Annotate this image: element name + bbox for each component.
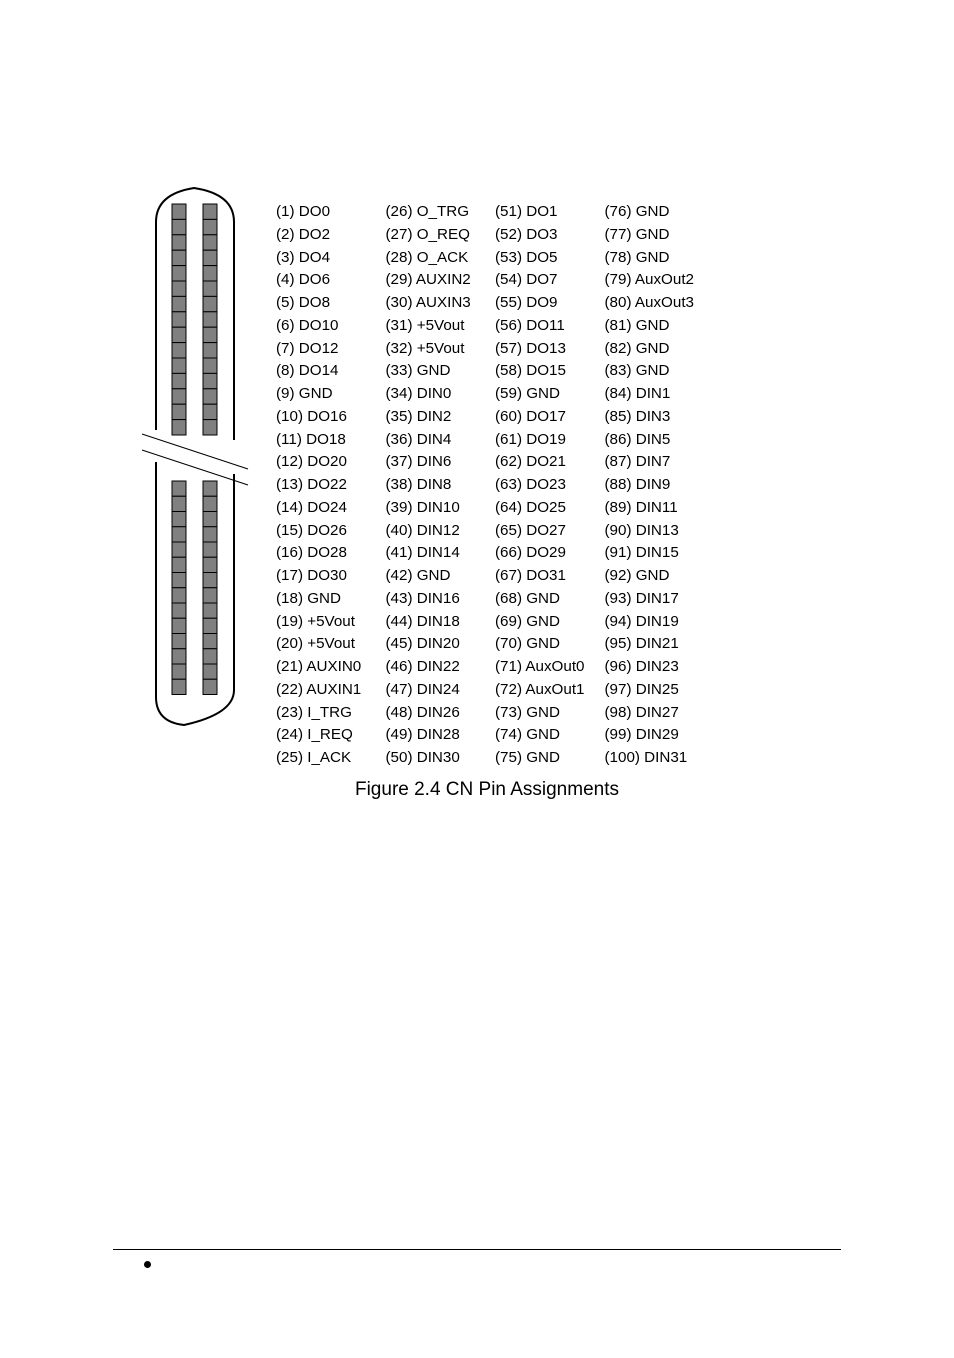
- pin-label: (12) DO20: [276, 453, 347, 471]
- scsi-100-pin-connector-icon: [138, 182, 258, 730]
- connector-pin: [203, 649, 217, 664]
- pin-label: (93) DIN17: [604, 589, 679, 607]
- pin-label: (7) DO12: [276, 339, 339, 357]
- connector-pin: [203, 250, 217, 265]
- connector-pin: [203, 420, 217, 435]
- connector-pin: [172, 512, 186, 527]
- pin-label: (8) DO14: [276, 362, 339, 380]
- pin-label: (46) DIN22: [385, 658, 460, 675]
- pin-label: (73) GND: [495, 703, 560, 721]
- connector-pin: [172, 496, 186, 511]
- pin-label: (34) DIN0: [385, 385, 452, 402]
- pin-label: (18) GND: [276, 589, 341, 607]
- connector-shell-bottom: [156, 462, 234, 725]
- connector-pin: [172, 327, 186, 342]
- connector-pin: [172, 281, 186, 296]
- connector-pin: [172, 420, 186, 435]
- connector-pin: [203, 588, 217, 603]
- connector-pin: [203, 266, 217, 281]
- pin-label: (78) GND: [604, 248, 670, 266]
- pin-label: (69) GND: [495, 612, 560, 630]
- pin-label: (19) +5Vout: [276, 612, 355, 630]
- connector-pin: [203, 573, 217, 588]
- pin-label: (17) DO30: [276, 567, 347, 584]
- connector-pin: [172, 250, 186, 265]
- pin-label: (97) DIN25: [604, 680, 679, 698]
- pin-label: (60) DO17: [495, 407, 566, 425]
- connector-pin: [172, 679, 186, 694]
- pin-label: (10) DO16: [276, 407, 347, 425]
- pin-label: (59) GND: [495, 385, 560, 402]
- connector-pin: [172, 542, 186, 557]
- connector-pin: [172, 235, 186, 250]
- pin-label: (43) DIN16: [385, 589, 460, 607]
- connector-pin: [203, 327, 217, 342]
- pin-label: (86) DIN5: [604, 430, 671, 448]
- connector-pin: [203, 679, 217, 694]
- connector-pin: [172, 343, 186, 358]
- pin-label: (54) DO7: [495, 271, 558, 289]
- connector-pin: [203, 404, 217, 419]
- pin-label: (98) DIN27: [604, 703, 679, 721]
- connector-pin: [203, 527, 217, 542]
- pin-label: (22) AUXIN1: [276, 680, 362, 698]
- pin-group-top: [172, 204, 217, 435]
- figure-caption: Figure 2.4 CN Pin Assignments: [354, 779, 619, 800]
- connector-pin: [203, 512, 217, 527]
- pin-label: (16) DO28: [276, 544, 347, 562]
- connector-pin: [172, 296, 186, 311]
- pin-label: (87) DIN7: [604, 453, 671, 471]
- pin-label: (4) DO6: [276, 271, 331, 289]
- connector-pin: [172, 404, 186, 419]
- connector-pin: [172, 312, 186, 327]
- pin-label: (9) GND: [276, 385, 333, 402]
- break-line-upper: [142, 434, 248, 469]
- pin-label: (79) AuxOut2: [604, 271, 694, 289]
- pin-label: (96) DIN23: [604, 658, 679, 675]
- pin-label: (3) DO4: [276, 248, 331, 266]
- connector-pin: [203, 296, 217, 311]
- pin-label: (52) DO3: [495, 225, 558, 243]
- connector-pin: [172, 557, 186, 572]
- pin-label: (25) I_ACK: [276, 749, 352, 766]
- pin-label: (81) GND: [604, 316, 670, 334]
- pin-label: (88) DIN9: [604, 476, 671, 493]
- connector-pin: [203, 204, 217, 219]
- connector-pin: [203, 219, 217, 234]
- pin-label: (95) DIN21: [604, 635, 679, 653]
- pin-label: (47) DIN24: [385, 680, 460, 698]
- pin-label: (62) DO21: [495, 453, 566, 471]
- connector-pin: [203, 542, 217, 557]
- pin-label: (99) DIN29: [604, 726, 679, 744]
- connector-pin: [172, 649, 186, 664]
- pin-label: (89) DIN11: [604, 498, 678, 516]
- pin-label: (48) DIN26: [385, 703, 460, 721]
- pin-label: (65) DO27: [495, 521, 566, 539]
- connector-pin: [172, 219, 186, 234]
- pin-label: (30) AUXIN3: [385, 294, 471, 311]
- connector-pin: [172, 527, 186, 542]
- pin-label: (26) O_TRG: [385, 203, 470, 220]
- pin-label: (90) DIN13: [604, 521, 679, 539]
- pin-label: (57) DO13: [495, 339, 566, 357]
- pin-label: (44) DIN18: [385, 612, 460, 630]
- pin-label: (24) I_REQ: [276, 726, 353, 744]
- pin-label: (5) DO8: [276, 294, 331, 311]
- pin-label: (41) DIN14: [385, 544, 460, 562]
- pin-label: (2) DO2: [276, 225, 331, 243]
- connector-pin: [203, 664, 217, 679]
- connector-pin: [203, 634, 217, 649]
- connector-pin: [203, 496, 217, 511]
- pin-label: (66) DO29: [495, 544, 566, 562]
- connector-pin: [203, 343, 217, 358]
- bullet-dot-icon: [144, 1261, 151, 1268]
- pin-label: (45) DIN20: [385, 635, 460, 653]
- connector-pin: [172, 603, 186, 618]
- connector-pin: [172, 618, 186, 633]
- pin-label: (85) DIN3: [604, 407, 671, 425]
- pin-label: (27) O_REQ: [385, 225, 470, 243]
- connector-pin: [172, 358, 186, 373]
- pin-label: (68) GND: [495, 589, 560, 607]
- pin-label: (76) GND: [604, 203, 670, 220]
- pin-label: (39) DIN10: [385, 498, 460, 516]
- connector-pin: [203, 389, 217, 404]
- pin-label: (6) DO10: [276, 316, 339, 334]
- connector-pin: [172, 266, 186, 281]
- connector-pin: [203, 312, 217, 327]
- connector-pin: [172, 588, 186, 603]
- pin-label: (29) AUXIN2: [385, 271, 471, 289]
- pin-label: (15) DO26: [276, 521, 347, 539]
- pin-label: (64) DO25: [495, 498, 566, 516]
- pin-label: (11) DO18: [276, 430, 346, 448]
- connector-pin: [203, 481, 217, 496]
- pin-label: (71) AuxOut0: [495, 658, 585, 675]
- connector-pin: [203, 358, 217, 373]
- pin-label: (56) DO11: [495, 316, 565, 334]
- pin-label: (63) DO23: [495, 476, 566, 493]
- pin-label: (33) GND: [385, 362, 451, 380]
- pin-label: (35) DIN2: [385, 407, 452, 425]
- pin-label: (49) DIN28: [385, 726, 460, 744]
- connector-pin: [203, 618, 217, 633]
- connector-pin: [172, 664, 186, 679]
- pin-label: (83) GND: [604, 362, 670, 380]
- connector-pin: [203, 603, 217, 618]
- pin-label: (38) DIN8: [385, 476, 452, 493]
- pin-label: (55) DO9: [495, 294, 558, 311]
- pin-label: (20) +5Vout: [276, 635, 355, 653]
- pin-label: (37) DIN6: [385, 453, 452, 471]
- break-line-lower: [142, 450, 248, 485]
- pin-label: (13) DO22: [276, 476, 347, 493]
- pin-label: (1) DO0: [276, 203, 331, 220]
- pin-label: (75) GND: [495, 749, 560, 766]
- pin-label: (31) +5Vout: [385, 316, 465, 334]
- pin-label: (21) AUXIN0: [276, 658, 362, 675]
- pin-label: (40) DIN12: [385, 521, 460, 539]
- pin-group-bottom: [172, 481, 217, 695]
- pin-label: (67) DO31: [495, 567, 566, 584]
- connector-pin: [172, 204, 186, 219]
- pin-label: (50) DIN30: [385, 749, 460, 766]
- pin-label: (72) AuxOut1: [495, 680, 585, 698]
- pin-label: (100) DIN31: [604, 749, 688, 766]
- footer-rule: [113, 1249, 841, 1250]
- connector-pin: [203, 281, 217, 296]
- connector-pin: [203, 235, 217, 250]
- pin-label: (28) O_ACK: [385, 248, 469, 266]
- pin-label: (77) GND: [604, 225, 670, 243]
- pin-label: (36) DIN4: [385, 430, 452, 448]
- connector-shell-top: [156, 188, 234, 440]
- connector-pin: [172, 373, 186, 388]
- connector-pin: [172, 634, 186, 649]
- connector-pin: [172, 389, 186, 404]
- pin-label: (74) GND: [495, 726, 560, 744]
- pin-label: (32) +5Vout: [385, 339, 465, 357]
- connector-pin: [172, 481, 186, 496]
- pin-label: (61) DO19: [495, 430, 566, 448]
- pin-label: (92) GND: [604, 567, 670, 584]
- pin-label: (80) AuxOut3: [604, 294, 694, 311]
- pin-label: (84) DIN1: [604, 385, 671, 402]
- pin-label: (14) DO24: [276, 498, 347, 516]
- pin-label: (82) GND: [604, 339, 670, 357]
- pin-label: (42) GND: [385, 567, 451, 584]
- pin-label: (53) DO5: [495, 248, 558, 266]
- pin-label: (70) GND: [495, 635, 560, 653]
- pin-label: (94) DIN19: [604, 612, 679, 630]
- pin-label: (58) DO15: [495, 362, 566, 380]
- pin-label: (23) I_TRG: [276, 703, 352, 721]
- pin-label: (51) DO1: [495, 203, 558, 220]
- connector-pin: [172, 573, 186, 588]
- pin-label: (91) DIN15: [604, 544, 679, 562]
- connector-pin: [203, 373, 217, 388]
- connector-pin: [203, 557, 217, 572]
